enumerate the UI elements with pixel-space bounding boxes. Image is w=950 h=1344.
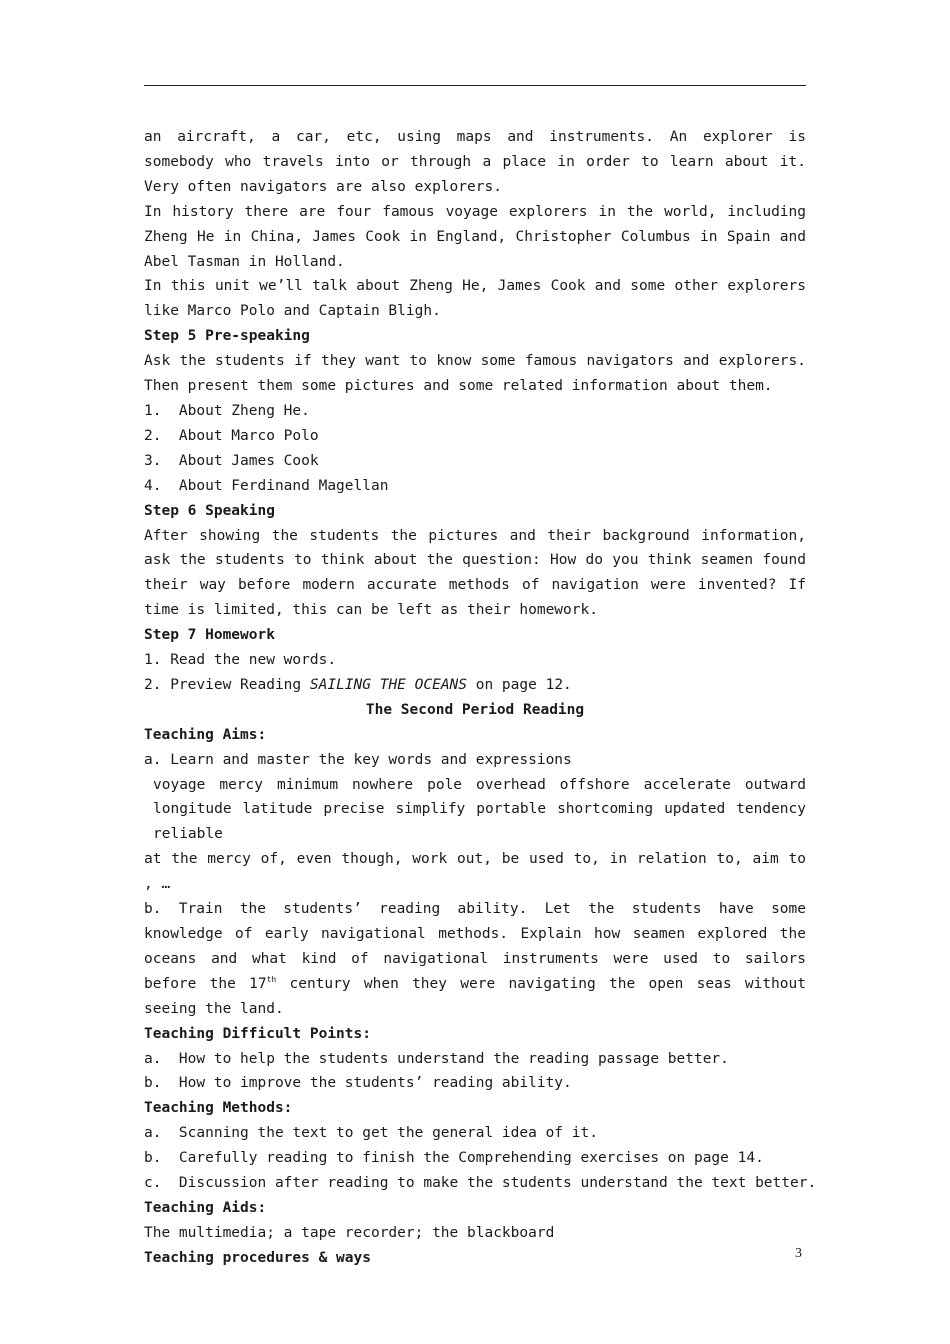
step6-heading: Step 6 Speaking [144, 502, 275, 519]
aims-b-text: b. Train the students’ reading ability. Let the students have some knowledge of early navigational methods. Explain how seamen explored the oceans and what kind of navigational instruments were used to sailors before the 17 [144, 901, 806, 992]
difficult-item: b. How to improve the students’ reading ability. [144, 1075, 572, 1092]
methods-item: c. Discussion after reading to make the students understand the text better. [144, 1175, 817, 1192]
ordinal-suffix: th [266, 974, 277, 984]
page-content [144, 125, 817, 1271]
intro-paragraph-3: In this unit we’ll talk about Zheng He, James Cook and some other explorers like Marco Polo and Captain Bligh. [144, 278, 806, 320]
methods-item: b. Carefully reading to finish the Comprehending exercises on page 14. [144, 1150, 764, 1167]
key-phrases: at the mercy of, even though, work out, be used to, in relation to, aim to , … [144, 851, 806, 893]
step5-heading: Step 5 Pre-speaking [144, 328, 310, 345]
step5-item: 3. About James Cook [144, 452, 319, 469]
step5-text: Ask the students if they want to know some famous navigators and explorers. Then present them some pictures and some related information about them. [144, 353, 806, 395]
homework-item-1: 1. Read the new words. [144, 652, 337, 669]
intro-paragraph-2: In history there are four famous voyage explorers in the world, including Zheng He in China, James Cook in England, Christopher Columbus in Spain and Abel Tasman in Holland. [144, 203, 806, 270]
homework-item-2-suffix: on page 12. [467, 676, 572, 693]
step5-item: 1. About Zheng He. [144, 402, 310, 419]
step6-text: After showing the students the pictures and their background information, ask the students to think about the question: How do you think seamen found their way before modern accurate methods of navigation were invented? If time is limited, this can be left as their homework. [144, 527, 806, 619]
aims-heading: Teaching Aims: [144, 726, 267, 743]
page-number: 3 [795, 1246, 802, 1261]
difficult-heading: Teaching Difficult Points: [144, 1025, 371, 1042]
procedures-heading: Teaching procedures & ways [144, 1249, 371, 1266]
methods-heading: Teaching Methods: [144, 1100, 293, 1117]
reading-title: SAILING THE OCEANS [309, 676, 468, 693]
step7-heading: Step 7 Homework [144, 627, 275, 644]
header-rule [144, 85, 806, 86]
period-title: The Second Period Reading [365, 701, 585, 718]
aims-b-text-end: century when they were navigating the open seas without seeing the land. [144, 975, 806, 1017]
homework-item-2-prefix: 2. Preview Reading [144, 676, 310, 693]
aims-b [144, 897, 806, 1022]
step5-item: 4. About Ferdinand Magellan [144, 477, 389, 494]
homework-item-2 [144, 673, 806, 698]
step5-item: 2. About Marco Polo [144, 427, 319, 444]
difficult-item: a. How to help the students understand the reading passage better. [144, 1050, 729, 1067]
aids-heading: Teaching Aids: [144, 1199, 267, 1216]
key-words: voyage mercy minimum nowhere pole overhead offshore accelerate outward longitude latitude precise simplify portable shortcoming updated tendency reliable [153, 776, 806, 843]
intro-paragraph-1: an aircraft, a car, etc, using maps and instruments. An explorer is somebody who travels into or through a place in order to learn about it. Very often navigators are also explorers. [144, 129, 806, 195]
aims-a: a. Learn and master the key words and expressions [144, 751, 572, 768]
methods-item: a. Scanning the text to get the general idea of it. [144, 1125, 598, 1142]
aids-text: The multimedia; a tape recorder; the blackboard [144, 1224, 555, 1241]
